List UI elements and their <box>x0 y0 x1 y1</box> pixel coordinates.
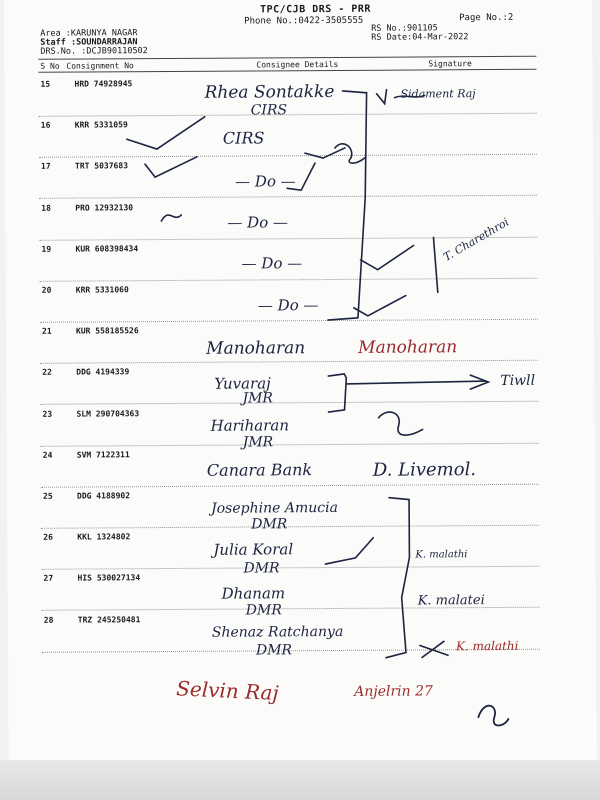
signature-hw-18: T. Charethroi <box>441 215 512 264</box>
row-consignment-no: SLM 290704363 <box>76 408 140 419</box>
scan-bottom-edge <box>0 760 600 800</box>
consignee-hw-23: Hariharan <box>210 416 290 435</box>
row-sno: 26 <box>43 532 53 542</box>
consignee-hw-20: — Do — <box>257 296 319 315</box>
page-number: Page No.:2 <box>459 12 514 24</box>
signature-hw-28: K. malathi <box>455 638 519 654</box>
signature-scribble <box>478 706 508 726</box>
row-consignment-no: KRR 5331060 <box>75 285 129 295</box>
consignee-hw-28: Shenaz Ratchanya <box>211 623 344 641</box>
consignee-hw-18: — Do — <box>227 213 289 232</box>
bracket-stroke <box>385 498 410 658</box>
staff-field: Staff :SOUNDARRAJAN <box>40 37 138 48</box>
row-sno: 21 <box>41 326 52 336</box>
area-field: Area :KARUNYA NAGAR <box>40 28 138 39</box>
row-sno: 15 <box>40 79 51 89</box>
row-consignment-no: TRZ 245250481 <box>77 614 141 625</box>
consignee-hw-27-line2: DMR <box>245 602 282 619</box>
signature-hw-26: K. malathi <box>415 549 468 561</box>
delivery-run-sheet <box>4 0 597 790</box>
drs-number-field: DRS.No. :DCJB90110502 <box>40 46 148 57</box>
row-sno: 17 <box>40 162 51 172</box>
signature-scribble <box>379 412 423 435</box>
tick-stroke <box>145 157 197 177</box>
tick-stroke <box>161 215 181 221</box>
row-sno: 20 <box>41 285 52 295</box>
arrow-stroke <box>328 374 346 412</box>
col-signature: Signature <box>428 59 472 69</box>
signature-scribble <box>335 144 365 164</box>
row-sno: 23 <box>42 409 53 419</box>
row-consignment-no: KRR 5331059 <box>74 120 128 130</box>
bracket-stroke <box>327 91 368 320</box>
footer-note: Selvin Raj <box>175 676 280 706</box>
row-consignment-no: DDG 4188902 <box>77 491 131 501</box>
tick-stroke <box>361 246 414 270</box>
footer-note-2: Anjelrin 27 <box>354 683 433 700</box>
signature-scribble <box>433 237 437 292</box>
signature-hw-15: Sidament Raj <box>400 87 476 101</box>
sheet-title: TPC/CJB DRS - PRR <box>260 3 371 16</box>
rs-date-field: RS Date:04-Mar-2022 <box>371 32 469 43</box>
consignee-hw-26-line2: DMR <box>243 560 280 577</box>
consignee-hw-24: Canara Bank <box>206 460 313 480</box>
consignee-hw-22-line2: JMR <box>242 390 273 407</box>
tick-stroke <box>127 117 205 149</box>
consignee-hw-15: Rhea Sontakke <box>204 81 335 103</box>
row-consignment-no: SVM 7122311 <box>76 450 130 460</box>
tick-stroke <box>354 296 406 316</box>
row-sno: 25 <box>43 491 53 501</box>
consignee-hw-25: Josephine Amucia <box>211 499 338 517</box>
consignee-hw-26: Julia Koral <box>213 540 294 559</box>
consignee-hw-27: Dhanam <box>221 584 286 603</box>
arrow-stroke <box>346 381 486 384</box>
signature-hw-24: D. Livemol. <box>372 459 477 481</box>
row-consignment-no: DDG 4194339 <box>76 367 130 377</box>
row-consignment-no: KUR 558185526 <box>75 326 139 336</box>
signature-hw-27: K. malatei <box>417 593 485 609</box>
consignee-hw-25-line2: DMR <box>251 516 288 533</box>
row-sno: 24 <box>42 450 53 460</box>
handwriting-strokes <box>4 0 597 790</box>
consignee-hw-16: CIRS <box>222 128 265 148</box>
consignee-hw-22: Yuvaraj <box>214 374 271 393</box>
consignee-hw-15-line2: CIRS <box>250 102 288 119</box>
tick-stroke <box>305 148 345 158</box>
row-consignment-no: TRT 5037683 <box>74 161 129 171</box>
consignee-hw-17: — Do — <box>235 172 296 191</box>
tick-stroke <box>420 641 448 657</box>
signature-hw-21: Manoharan <box>358 337 458 358</box>
row-consignment-no: HIS 530027134 <box>77 573 141 583</box>
phone-number: Phone No.:0422-3505555 <box>244 15 364 27</box>
row-sno: 28 <box>43 615 54 625</box>
col-consignment: Consignment No <box>66 61 134 71</box>
arrow-stroke <box>325 538 373 564</box>
row-sno: 16 <box>40 120 51 130</box>
col-consignee: Consignee Details <box>256 59 339 70</box>
col-sno: S No <box>40 61 60 71</box>
row-sno: 18 <box>41 203 51 213</box>
consignee-hw-19: — Do — <box>241 254 303 273</box>
row-consignment-no: KKL 1324802 <box>77 532 131 542</box>
signature-hw-22: Tiwll <box>500 372 536 389</box>
rs-number-field: RS No.:901105 <box>371 23 438 34</box>
row-sno: 22 <box>42 368 52 378</box>
consignee-hw-28-line2: DMR <box>255 642 293 659</box>
row-consignment-no: HRD 74928945 <box>74 79 133 89</box>
row-consignment-no: PRO 12932130 <box>75 202 134 213</box>
row-consignment-no: KUR 608398434 <box>75 243 139 254</box>
consignee-hw-23-line2: JMR <box>242 434 274 451</box>
consignee-hw-21: Manoharan <box>206 338 306 359</box>
row-sno: 27 <box>43 574 54 584</box>
row-sno: 19 <box>41 244 52 254</box>
